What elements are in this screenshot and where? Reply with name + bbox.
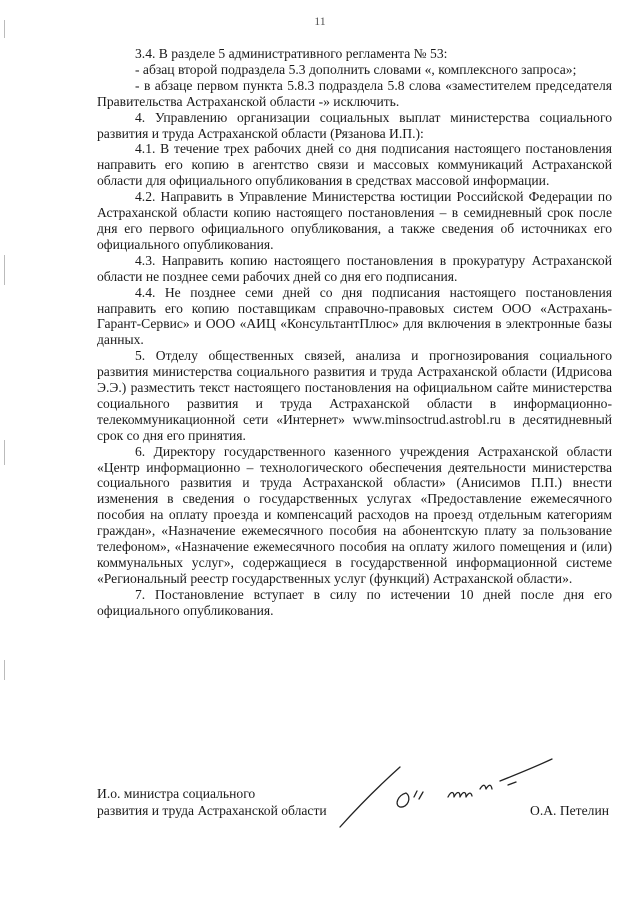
document-body bbox=[97, 46, 612, 619]
scan-edge-mark bbox=[4, 20, 5, 38]
paragraph-6: 6. Директору государственного казенного учреждения Астраханской области «Центр информационно – технологического обеспечения деятельности министерства социального развития и труда Астраханской области» (Анисимов П.П.) внести изменения в сведения о государственных услугах «Предоставление ежемесячного пособия на оплату проезда и компенсаций расходов на проезд отдельным категориям граждан», «Назначение ежемесячного пособия на абонентскую плату за пользование телефоном», «Назначение ежемесячного пособия на оплату жилого помещения и (или) коммунальных услуг», содержащиеся в государственной информационной системе «Региональный реестр государственных услуг (функций) Астраханской области». bbox=[97, 443, 612, 586]
paragraph-7: 7. Постановление вступает в силу по истечении 10 дней после дня его официального опубликования. bbox=[97, 586, 612, 618]
paragraph-5: 5. Отделу общественных связей, анализа и прогнозирования социального развития министерства социального развития и труда Астраханской области (Идрисова Э.Э.) разместить текст настоящего постановления на официальном сайте министерства социального развития и труда Астраханской области в информационно-телекоммуникационной сети «Интернет» www.minsoctrud.astrobl.ru в десятидневный срок со дня его принятия. bbox=[97, 348, 612, 443]
scan-edge-mark bbox=[4, 440, 5, 465]
handwritten-signature bbox=[330, 745, 570, 835]
paragraph-4-3: 4.3. Направить копию настоящего постановления в прокуратуру Астраханской области не позднее семи рабочих дней со дня его подписания. bbox=[97, 252, 612, 284]
paragraph-3-4: 3.4. В разделе 5 административного регламента № 53: bbox=[135, 46, 448, 61]
scan-edge-mark bbox=[4, 660, 5, 680]
paragraph-4: 4. Управлению организации социальных выплат министерства социального развития и труда Астраханской области (Рязанова И.П.): bbox=[97, 109, 612, 141]
paragraph-3-4-item-1: - абзац второй подраздела 5.3 дополнить словами «, комплексного запроса»; bbox=[135, 61, 577, 77]
signatory-title-line-2: развития и труда Астраханской области bbox=[97, 803, 327, 818]
paragraph-4-1: 4.1. В течение трех рабочих дней со дня подписания настоящего постановления направить его копию в агентство связи и массовых коммуникаций Астраханской области для официального опубликования в средствах массовой информации. bbox=[97, 141, 612, 189]
signatory-name: О.А. Петелин bbox=[530, 803, 609, 818]
signatory-title-line-1: И.о. министра социального bbox=[97, 786, 256, 801]
paragraph-4-2: 4.2. Направить в Управление Министерства юстиции Российской Федерации по Астраханской области копию настоящего постановления – в семидневный срок после дня его первого официального опубликования, а также сведения об источниках его официального опубликования. bbox=[97, 189, 612, 252]
paragraph-4-4: 4.4. Не позднее семи дней со дня подписания настоящего постановления направить его копию поставщикам справочно-правовых систем ООО «Астрахань-Гарант-Сервис» и ООО «АИЦ «КонсультантПлюс» для включения в электронные базы данных. bbox=[97, 284, 612, 348]
paragraph-3-4-item-2: - в абзаце первом пункта 5.8.3 подраздела 5.8 слова «заместителем председателя Правительства Астраханской области -» исключить. bbox=[97, 77, 612, 109]
page-number: 11 bbox=[314, 14, 326, 28]
scan-edge-mark bbox=[4, 255, 5, 285]
